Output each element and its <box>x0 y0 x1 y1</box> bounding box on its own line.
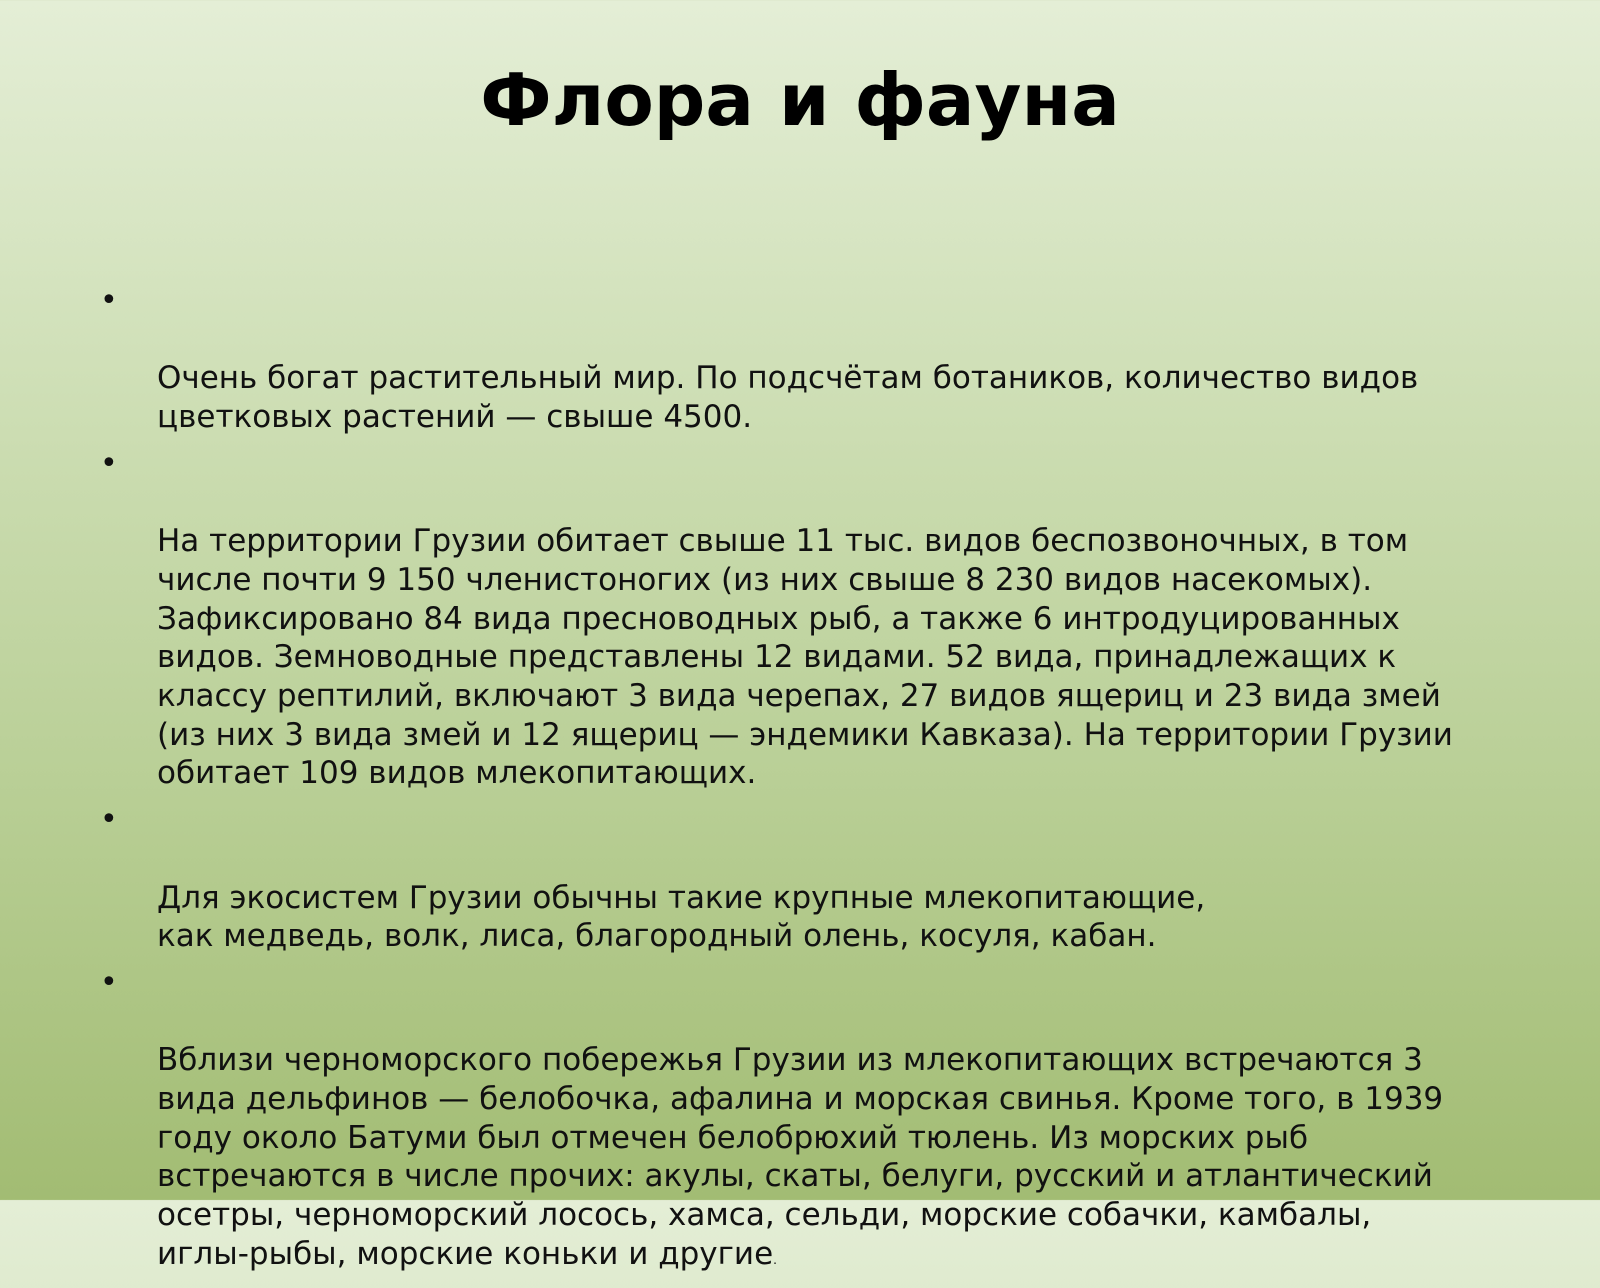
bullet-icon: • <box>100 283 118 318</box>
list-item <box>92 964 1512 1280</box>
bullet-text: Для экосистем Грузии обычны такие крупные млекопитающие, как медведь, волк, лиса, благородный олень, косуля, кабан. <box>157 879 1206 955</box>
list-item <box>92 282 1512 437</box>
bullet-text: Очень богат растительный мир. По подсчётам ботаников, количество видов цветковых растений — свыше 4500. <box>157 360 1419 436</box>
bullet-icon: • <box>100 802 118 838</box>
bullet-trailing-period: . <box>773 1252 777 1267</box>
bullet-text: На территории Грузии обитает свыше 11 тыс. видов беспозвоночных, в том числе почти 9 150 членистоногих (из них свыше 8 230 видов насекомых). Зафиксировано 84 вида пресноводных рыб, а также 6 интродуцированных видов. Земноводные представлены 12 видами. 52 вида, принадлежащих к классу рептилий, включают 3 вида черепах, 27 видов ящериц и 23 вида змей (из них 3 вида змей и 12 ящериц — эндемики Кавказа). На территории Грузии обитает 109 видов млекопитающих. <box>157 523 1453 792</box>
bullet-icon: • <box>100 445 118 481</box>
bullet-icon: • <box>100 964 118 1000</box>
list-item <box>92 445 1512 793</box>
slide-title: Флора и фауна <box>480 58 1120 142</box>
bullet-text: Вблизи черноморского побережья Грузии из млекопитающих встречаются 3 вида дельфинов — белобочка, афалина и морская свинья. Кроме того, в 1939 году около Батуми был отмечен белобрюхий тюлень. Из морских рыб встречаются в числе прочих: акулы, скаты, белуги, русский и атлантический осетры, черноморский лосось, хамса, сельди, морские собачки, камбалы, иглы-рыбы, морские коньки и другие <box>157 1042 1444 1272</box>
bullet-list <box>92 282 1512 1288</box>
list-item <box>92 801 1512 956</box>
